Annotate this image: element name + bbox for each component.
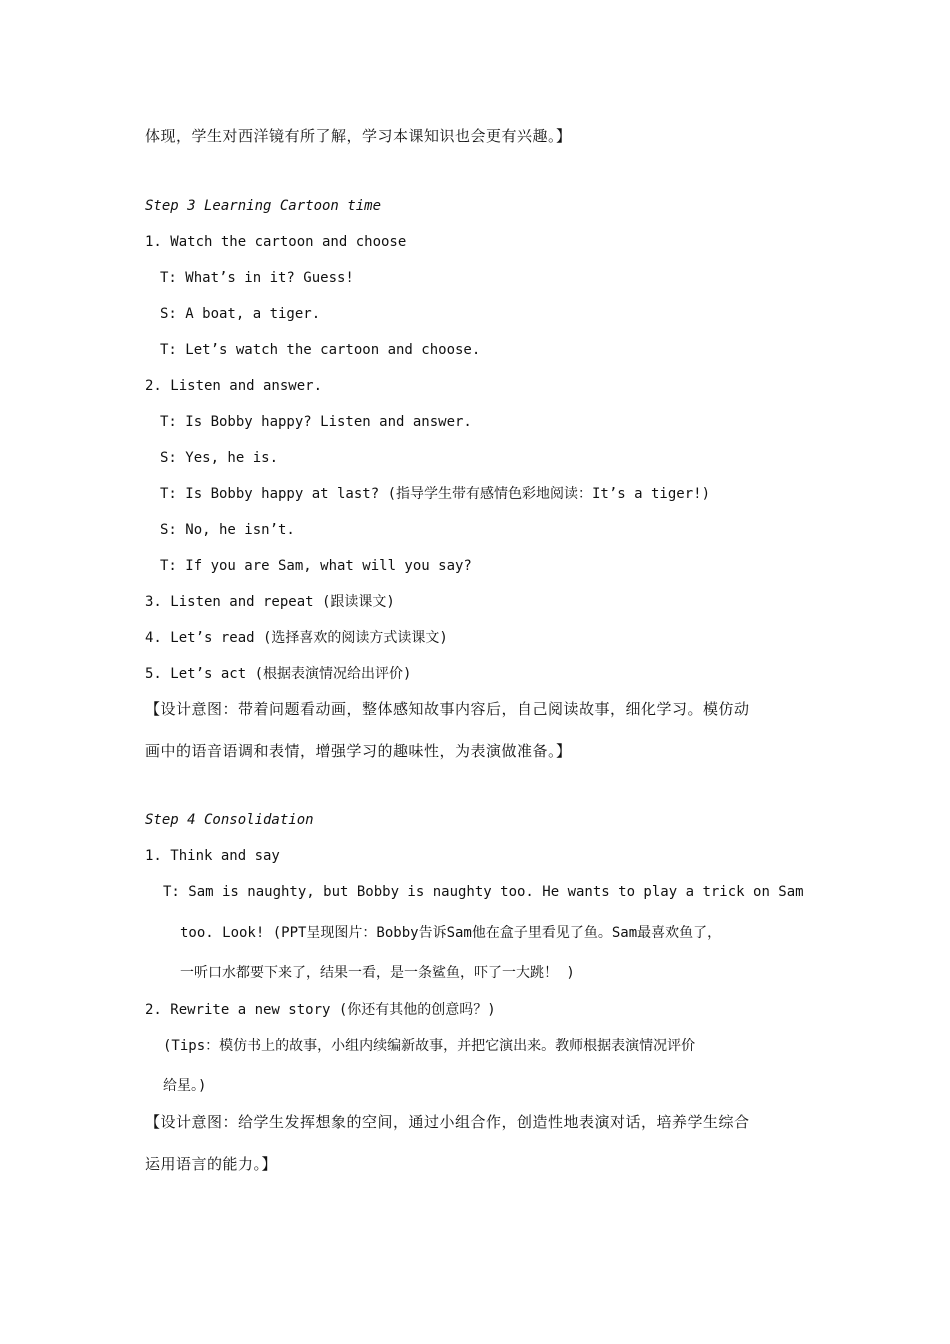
dialogue-line: T: Sam is naughty, but Bobby is naughty too. He wants to play a trick on Sam bbox=[163, 884, 804, 900]
step4-item-1: 1. Think and say bbox=[145, 848, 280, 864]
dialogue-line: S: Yes, he is. bbox=[160, 450, 279, 466]
step3-item-5: 5. Let’s act (根据表演情况给出评价) bbox=[145, 666, 412, 682]
design-intent-step4: 运用语言的能力。】 bbox=[145, 1155, 278, 1173]
step3-heading: Step 3 Learning Cartoon time bbox=[145, 198, 382, 214]
step3-item-1: 1. Watch the cartoon and choose bbox=[145, 234, 407, 250]
step4-heading: Step 4 Consolidation bbox=[145, 812, 314, 828]
dialogue-line: 一听口水都要下来了，结果一看，是一条鲨鱼，吓了一大跳！ ) bbox=[180, 965, 575, 981]
step4-item-2: 2. Rewrite a new story (你还有其他的创意吗？) bbox=[145, 1002, 496, 1018]
step3-item-3: 3. Listen and repeat (跟读课文) bbox=[145, 594, 395, 610]
tips-text: (Tips：模仿书上的故事，小组内续编新故事，并把它演出来。教师根据表演情况评价 bbox=[163, 1038, 696, 1054]
dialogue-line: T: Let’s watch the cartoon and choose. bbox=[160, 342, 481, 358]
dialogue-line: too. Look! (PPT呈现图片：Bobby告诉Sam他在盒子里看见了鱼。Sam最喜欢鱼了， bbox=[180, 925, 722, 941]
dialogue-line: S: No, he isn’t. bbox=[160, 522, 295, 538]
design-intent-step3: 画中的语音语调和表情，增强学习的趣味性，为表演做准备。】 bbox=[145, 742, 572, 760]
dialogue-line: T: If you are Sam, what will you say? bbox=[160, 558, 472, 574]
step3-item-4: 4. Let’s read (选择喜欢的阅读方式读课文) bbox=[145, 630, 448, 646]
dialogue-line: T: Is Bobby happy at last? (指导学生带有感情色彩地阅读：It’s a tiger!) bbox=[160, 486, 711, 502]
step3-item-2: 2. Listen and answer. bbox=[145, 378, 323, 394]
dialogue-line: T: Is Bobby happy? Listen and answer. bbox=[160, 414, 472, 430]
design-intent-step3: 【设计意图：带着问题看动画，整体感知故事内容后，自己阅读故事，细化学习。模仿动 bbox=[145, 700, 750, 718]
design-intent-step4: 【设计意图：给学生发挥想象的空间，通过小组合作，创造性地表演对话，培养学生综合 bbox=[145, 1113, 750, 1131]
dialogue-line: T: What’s in it? Guess! bbox=[160, 270, 354, 286]
tips-text: 给星。) bbox=[163, 1078, 207, 1094]
dialogue-line: S: A boat, a tiger. bbox=[160, 306, 321, 322]
paragraph-continuation: 体现，学生对西洋镜有所了解，学习本课知识也会更有兴趣。】 bbox=[145, 127, 572, 145]
